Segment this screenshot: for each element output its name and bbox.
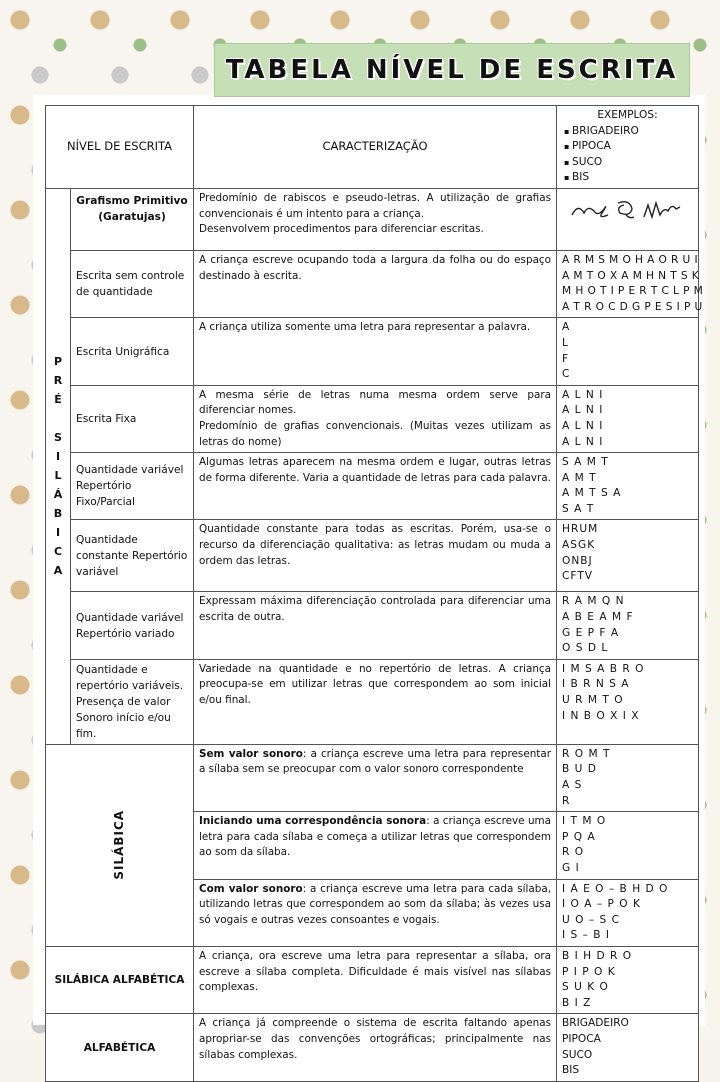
- pre-silabica-letter: R: [53, 374, 63, 388]
- silabica-text: SILÁBICA: [111, 810, 126, 880]
- pre-silabica-letter: C: [53, 545, 63, 559]
- level-description: [194, 453, 557, 520]
- description-text: : a criança escreve uma letra para cada sílaba, utilizando letras que correspondem ao som da sílaba; às vezes usa só vogais e outras vezes consoantes e vogais.: [199, 882, 552, 926]
- description-bold: Iniciando uma correspondência sonora: [199, 815, 427, 828]
- example-line: ASGK: [562, 539, 596, 552]
- desc-alfabetica: A criança já compreende o sistema de escrita faltando apenas apropriar-se das convenções ortográficas; principalmente nas sílabas complexas.: [194, 1014, 557, 1081]
- level-description: [194, 744, 557, 811]
- level-description: [194, 318, 557, 385]
- level-description: [194, 188, 557, 250]
- level-description: [194, 250, 557, 317]
- level-examples: [557, 385, 699, 452]
- description-text: Desenvolvem procedimentos para diferenciar escritas.: [199, 223, 484, 236]
- example-line: G I: [562, 862, 580, 874]
- example-line: A M T O X A M H N T S K: [562, 269, 700, 282]
- description-bold: Com valor sonoro: [199, 882, 303, 895]
- pre-silabica-letter: É: [54, 393, 62, 407]
- level-alfabetica: ALFABÉTICA: [46, 1014, 194, 1081]
- pre-silabica-letter: P: [53, 355, 63, 369]
- description-text: A criança utiliza somente uma letra para representar a palavra.: [199, 321, 531, 334]
- level-examples: [557, 520, 699, 592]
- description-text: Variedade na quantidade e no repertório de letras. A criança preocupa-se em utilizar letras que correspondem ao som inicial e/ou final.: [199, 662, 552, 707]
- level-examples: [557, 659, 699, 744]
- example-line: F: [562, 352, 570, 365]
- table-row: [46, 520, 699, 592]
- level-name: Escrita Fixa: [71, 385, 194, 452]
- example-line: L: [562, 336, 569, 349]
- pre-silabica-letter: Á: [53, 488, 63, 502]
- example-line: A B E A M F: [562, 611, 634, 624]
- description-text: : a criança escreve uma letra para representar a sílaba sem se preocupar com o valor sonoro correspondente: [199, 747, 552, 776]
- example-line: B U D: [562, 763, 597, 776]
- table-row: [46, 250, 699, 317]
- example-word: ▪ BIS: [564, 170, 693, 186]
- example-line: I T M O: [562, 815, 607, 828]
- description-text: : a criança escreve uma letra para cada sílaba e começa a utilizar letras que correspondem ao som da sílaba.: [199, 815, 552, 859]
- example-line: B I H D R O: [562, 949, 633, 962]
- level-name: Escrita Unigráfica: [71, 318, 194, 385]
- example-line: A L N I: [562, 419, 604, 432]
- description-text: A mesma série de letras numa mesma ordem serve para diferenciar nomes.: [199, 388, 552, 417]
- pre-silabica-letter: B: [53, 507, 63, 521]
- level-silabica-alfabetica: SILÁBICA ALFABÉTICA: [46, 946, 194, 1013]
- example-line: I N B O X I X: [562, 709, 640, 722]
- row-alfabetica: [46, 1014, 699, 1081]
- example-line: A T R O C D G P E S I P U: [562, 300, 703, 313]
- example-line: R O: [562, 846, 585, 859]
- example-line: B I Z: [562, 996, 592, 1009]
- examples-alfabetica: [557, 1014, 699, 1081]
- description-text: Predomínio de grafias convencionais. (Muitas vezes utilizam as letras do nome): [199, 419, 552, 448]
- example-line: R A M Q N: [562, 595, 625, 608]
- description-text: Algumas letras aparecem na mesma ordem e lugar, outras letras de forma diferente. Varia a quantidade de letras para cada palavra.: [199, 456, 552, 484]
- example-line: I S – B I: [562, 929, 611, 942]
- title-banner: [214, 43, 690, 97]
- example-line: A: [562, 321, 571, 334]
- example-line: I M S A B R O: [562, 662, 645, 675]
- example-line: ONBJ: [562, 554, 593, 567]
- example-word: ▪ SUCO: [564, 155, 693, 171]
- description-text: Predomínio de rabiscos e pseudo-letras. A utilização de grafias convencionais é um intento para a criança.: [199, 191, 552, 220]
- pre-silabica-letter: L: [54, 469, 62, 483]
- pre-silabica-letter: S: [54, 431, 62, 445]
- level-name: Escrita sem controle de quantidade: [71, 250, 194, 317]
- level-description: [194, 879, 557, 946]
- pre-silabica-letter: I: [55, 450, 61, 464]
- table-row: [46, 188, 699, 250]
- page-title: TABELA NÍVEL DE ESCRITA: [225, 55, 679, 85]
- example-word: ▪ BRIGADEIRO: [564, 124, 693, 140]
- example-line: I A E O – B H D O: [562, 882, 669, 895]
- level-examples: [557, 188, 699, 250]
- example-line: BRIGADEIRO: [562, 1017, 629, 1030]
- header-examples: [557, 106, 699, 189]
- level-description: [194, 520, 557, 592]
- level-examples: [557, 250, 704, 317]
- examples-list: [562, 124, 693, 186]
- example-line: S U K O: [562, 981, 609, 994]
- level-description: [194, 659, 557, 744]
- table-row: [46, 453, 699, 520]
- writing-level-table: [45, 105, 704, 1082]
- example-line: CFTV: [562, 570, 594, 583]
- level-examples: [557, 453, 699, 520]
- example-line: A M T S A: [562, 487, 622, 500]
- table-row: [46, 744, 699, 811]
- level-examples: [557, 879, 699, 946]
- level-name: Grafismo Primitivo (Garatujas): [71, 188, 194, 250]
- example-line: A L N I: [562, 404, 604, 417]
- description-text: Quantidade constante para todas as escritas. Porém, usa-se o recurso da diferenciação qualitativa: as letras mudam ou muda a ordem das letras.: [199, 523, 552, 567]
- example-line: A R M S M O H A O R U I: [562, 253, 698, 266]
- example-line: PIPOCA: [562, 1032, 601, 1045]
- scribble-drawing: [568, 197, 688, 225]
- example-line: I O A – P O K: [562, 898, 641, 911]
- row-silabica-alfabetica: [46, 946, 699, 1013]
- example-word: ▪ PIPOCA: [564, 139, 693, 155]
- example-line: M H O T I P E R T C L P M: [562, 285, 704, 298]
- table-row: [46, 592, 699, 659]
- example-line: A M T: [562, 471, 597, 484]
- desc-silabica-alfabetica: A criança, ora escreve uma letra para representar a sílaba, ora escreve a sílaba completa. Dificuldade é mais visível nas sílabas complexas.: [194, 946, 557, 1013]
- example-line: A L N I: [562, 388, 604, 401]
- example-line: HRUM: [562, 523, 599, 536]
- example-line: P I P O K: [562, 965, 616, 978]
- example-line: U O – S C: [562, 913, 620, 926]
- level-description: [194, 812, 557, 879]
- example-line: R O M T: [562, 747, 611, 760]
- examples-label: EXEMPLOS:: [597, 109, 658, 121]
- example-line: A L N I: [562, 435, 604, 448]
- level-name: Quantidade constante Repertório variável: [71, 520, 194, 592]
- level-name: Quantidade e repertório variáveis. Presença de valor Sonoro início e/ou fim.: [71, 659, 194, 744]
- example-line: A S: [562, 779, 583, 792]
- level-description: [194, 592, 557, 659]
- table-header-row: [46, 106, 699, 189]
- example-line: S A T: [562, 502, 595, 515]
- table-row: [46, 385, 699, 452]
- examples-silabica-alfabetica: [557, 946, 699, 1013]
- example-line: O S D L: [562, 642, 609, 655]
- example-line: SUCO: [562, 1048, 593, 1061]
- level-examples: [557, 744, 699, 811]
- level-description: [194, 385, 557, 452]
- silabica-label: [46, 744, 194, 946]
- example-line: G E P F A: [562, 626, 620, 639]
- level-examples: [557, 318, 699, 385]
- pre-silabica-letter: [46, 409, 70, 428]
- level-name: Quantidade variável Repertório Fixo/Parcial: [71, 453, 194, 520]
- example-line: U R M T O: [562, 694, 624, 707]
- description-text: Expressam máxima diferenciação controlada para diferenciar uma escrita de outra.: [199, 595, 552, 624]
- level-examples: [557, 592, 699, 659]
- table-row: [46, 318, 699, 385]
- pre-silabica-letter: I: [55, 526, 61, 540]
- table-row: [46, 659, 699, 744]
- header-level: NÍVEL DE ESCRITA: [46, 106, 194, 189]
- pre-silabica-label: [46, 188, 71, 744]
- level-examples: [557, 812, 699, 879]
- description-text: A criança escreve ocupando toda a largura da folha ou do espaço destinado à escrita.: [199, 253, 552, 282]
- example-line: R: [562, 794, 571, 807]
- level-name: Quantidade variável Repertório variado: [71, 592, 194, 659]
- description-bold: Sem valor sonoro: [199, 747, 303, 760]
- pre-silabica-letter: A: [53, 564, 63, 578]
- example-line: S A M T: [562, 456, 609, 469]
- example-line: P Q A: [562, 830, 596, 843]
- example-line: I B R N S A: [562, 678, 630, 691]
- example-line: BIS: [562, 1064, 580, 1077]
- header-characterization: CARACTERIZAÇÃO: [194, 106, 557, 189]
- example-line: C: [562, 368, 571, 381]
